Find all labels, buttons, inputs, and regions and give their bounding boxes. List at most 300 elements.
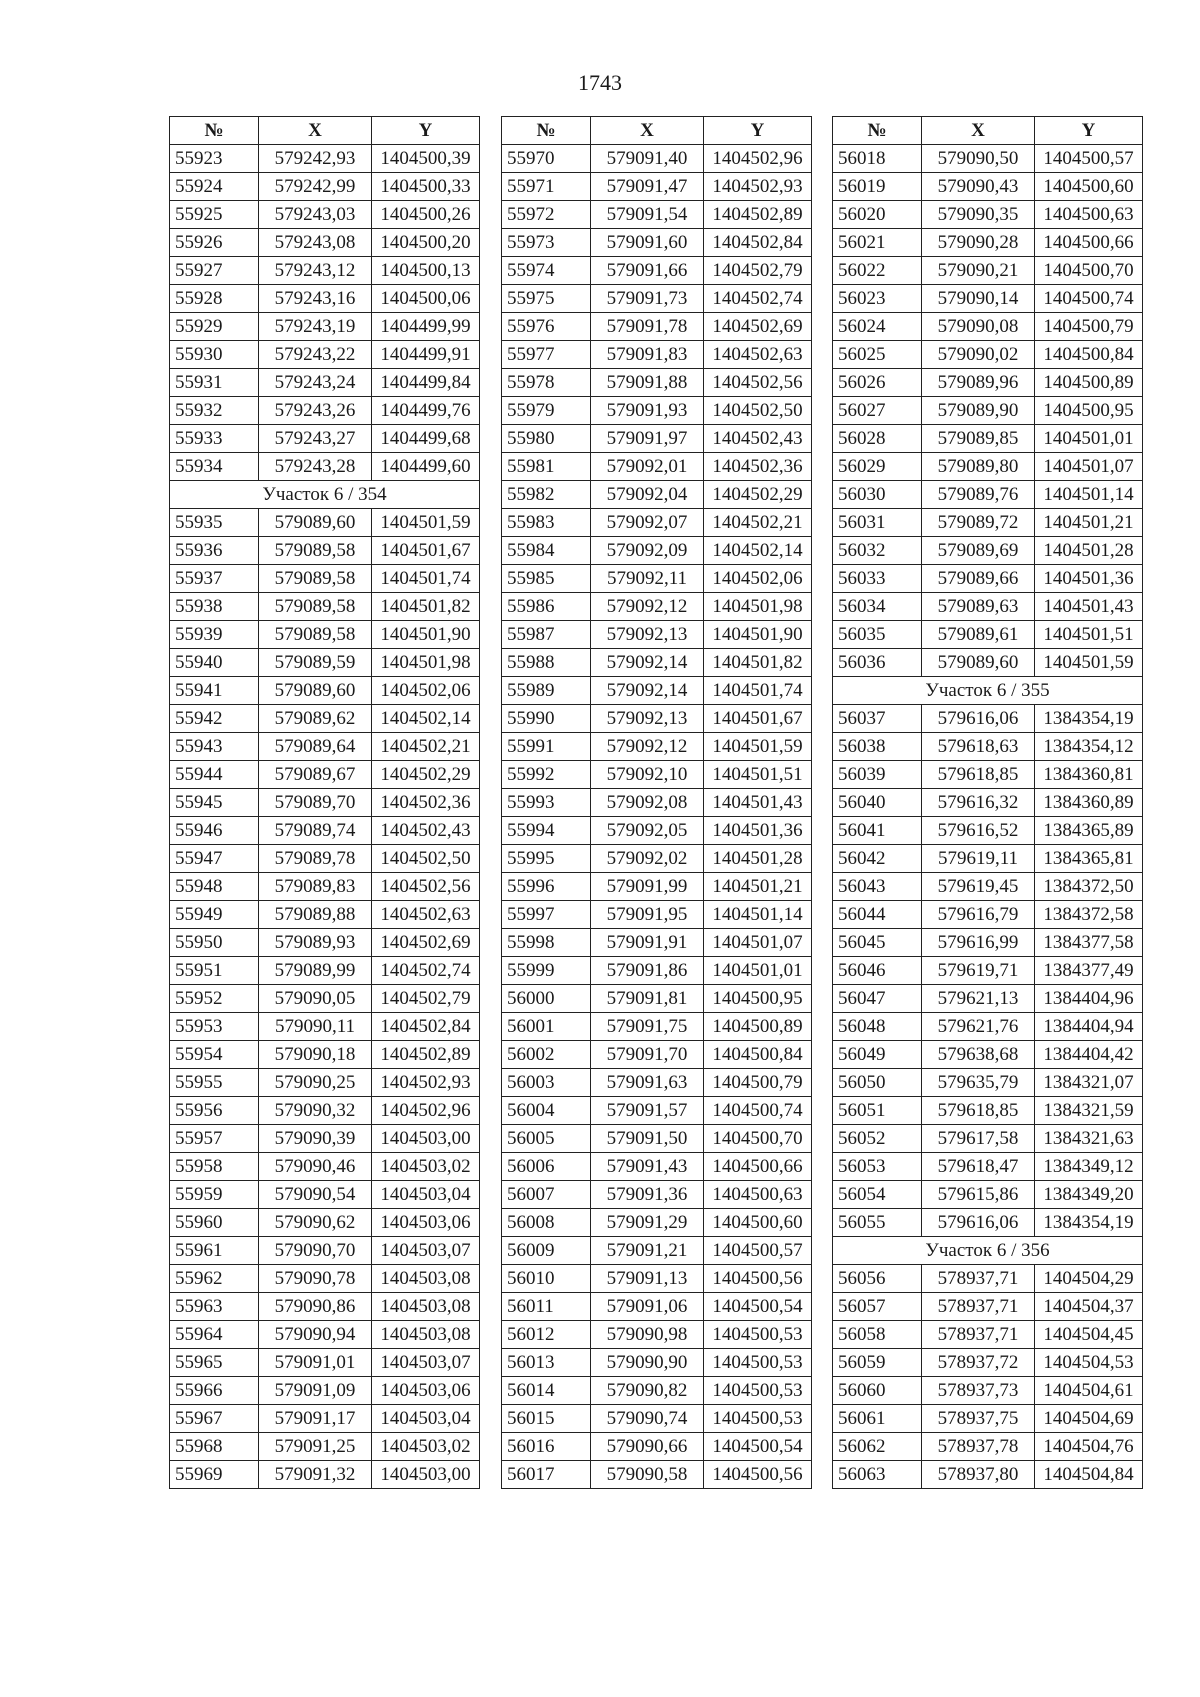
x-coordinate-cell: 579092,12 xyxy=(591,733,704,761)
y-coordinate-cell: 1404500,26 xyxy=(372,201,480,229)
point-number-cell: 55987 xyxy=(502,621,591,649)
table-row xyxy=(170,1405,480,1433)
x-coordinate-cell: 579089,96 xyxy=(922,369,1035,397)
x-coordinate-cell: 579090,02 xyxy=(922,341,1035,369)
table-row xyxy=(170,453,480,481)
x-coordinate-cell: 579089,64 xyxy=(259,733,372,761)
table-row xyxy=(170,1293,480,1321)
table-row xyxy=(502,1433,812,1461)
x-coordinate-cell: 579090,14 xyxy=(922,285,1035,313)
x-coordinate-cell: 578937,71 xyxy=(922,1265,1035,1293)
point-number-cell: 55943 xyxy=(170,733,259,761)
y-coordinate-cell: 1404500,89 xyxy=(1035,369,1143,397)
table-row xyxy=(833,1461,1143,1489)
table-row xyxy=(833,1321,1143,1349)
y-coordinate-cell: 1404502,93 xyxy=(704,173,812,201)
point-number-cell: 56051 xyxy=(833,1097,922,1125)
y-coordinate-cell: 1404503,07 xyxy=(372,1349,480,1377)
y-coordinate-cell: 1384372,58 xyxy=(1035,901,1143,929)
point-number-cell: 55988 xyxy=(502,649,591,677)
table-row xyxy=(502,901,812,929)
x-coordinate-cell: 578937,71 xyxy=(922,1293,1035,1321)
point-number-cell: 55977 xyxy=(502,341,591,369)
y-coordinate-cell: 1404502,36 xyxy=(372,789,480,817)
point-number-cell: 55982 xyxy=(502,481,591,509)
y-coordinate-cell: 1404503,07 xyxy=(372,1237,480,1265)
point-number-cell: 55969 xyxy=(170,1461,259,1489)
x-coordinate-cell: 579090,54 xyxy=(259,1181,372,1209)
table-row xyxy=(833,649,1143,677)
y-coordinate-cell: 1404501,98 xyxy=(372,649,480,677)
table-row xyxy=(502,705,812,733)
point-number-cell: 56063 xyxy=(833,1461,922,1489)
point-number-cell: 56036 xyxy=(833,649,922,677)
x-coordinate-cell: 579089,69 xyxy=(922,537,1035,565)
point-number-cell: 56024 xyxy=(833,313,922,341)
y-coordinate-cell: 1384354,19 xyxy=(1035,705,1143,733)
table-row xyxy=(833,789,1143,817)
table-row xyxy=(170,929,480,957)
point-number-cell: 55960 xyxy=(170,1209,259,1237)
table-row xyxy=(502,1293,812,1321)
point-number-cell: 56001 xyxy=(502,1013,591,1041)
y-coordinate-cell: 1404501,59 xyxy=(1035,649,1143,677)
y-coordinate-cell: 1404500,39 xyxy=(372,145,480,173)
point-number-cell: 55951 xyxy=(170,957,259,985)
x-coordinate-cell: 579089,93 xyxy=(259,929,372,957)
y-coordinate-cell: 1404503,08 xyxy=(372,1293,480,1321)
y-coordinate-cell: 1404500,57 xyxy=(704,1237,812,1265)
point-number-cell: 55993 xyxy=(502,789,591,817)
point-number-cell: 55927 xyxy=(170,257,259,285)
point-number-cell: 56058 xyxy=(833,1321,922,1349)
table-row xyxy=(170,1181,480,1209)
table-row xyxy=(502,677,812,705)
point-number-cell: 55967 xyxy=(170,1405,259,1433)
x-coordinate-cell: 579090,78 xyxy=(259,1265,372,1293)
table-row xyxy=(502,1209,812,1237)
column-header-y: Y xyxy=(1035,117,1143,145)
point-number-cell: 55979 xyxy=(502,397,591,425)
x-coordinate-cell: 579089,78 xyxy=(259,845,372,873)
point-number-cell: 55932 xyxy=(170,397,259,425)
point-number-cell: 55945 xyxy=(170,789,259,817)
table-row xyxy=(502,649,812,677)
x-coordinate-cell: 579092,05 xyxy=(591,817,704,845)
y-coordinate-cell: 1404503,02 xyxy=(372,1153,480,1181)
y-coordinate-cell: 1384377,58 xyxy=(1035,929,1143,957)
point-number-cell: 55926 xyxy=(170,229,259,257)
column-header-number: № xyxy=(502,117,591,145)
table-row xyxy=(833,985,1143,1013)
table-row xyxy=(170,1013,480,1041)
x-coordinate-cell: 579618,85 xyxy=(922,1097,1035,1125)
y-coordinate-cell: 1384404,42 xyxy=(1035,1041,1143,1069)
x-coordinate-cell: 579616,32 xyxy=(922,789,1035,817)
table-row xyxy=(502,1349,812,1377)
y-coordinate-cell: 1404502,84 xyxy=(372,1013,480,1041)
table-row xyxy=(502,1097,812,1125)
table-row xyxy=(170,817,480,845)
x-coordinate-cell: 579091,21 xyxy=(591,1237,704,1265)
table-row xyxy=(170,1321,480,1349)
x-coordinate-cell: 578937,78 xyxy=(922,1433,1035,1461)
table-row xyxy=(170,173,480,201)
point-number-cell: 56030 xyxy=(833,481,922,509)
y-coordinate-cell: 1404502,29 xyxy=(372,761,480,789)
x-coordinate-cell: 579090,39 xyxy=(259,1125,372,1153)
table-row xyxy=(170,1097,480,1125)
table-row xyxy=(502,1013,812,1041)
point-number-cell: 55950 xyxy=(170,929,259,957)
point-number-cell: 56060 xyxy=(833,1377,922,1405)
point-number-cell: 56040 xyxy=(833,789,922,817)
point-number-cell: 55984 xyxy=(502,537,591,565)
x-coordinate-cell: 579091,09 xyxy=(259,1377,372,1405)
y-coordinate-cell: 1404502,96 xyxy=(372,1097,480,1125)
y-coordinate-cell: 1404500,95 xyxy=(704,985,812,1013)
y-coordinate-cell: 1384404,96 xyxy=(1035,985,1143,1013)
y-coordinate-cell: 1384349,20 xyxy=(1035,1181,1143,1209)
table-row xyxy=(833,1405,1143,1433)
table-row xyxy=(170,313,480,341)
x-coordinate-cell: 579635,79 xyxy=(922,1069,1035,1097)
y-coordinate-cell: 1404501,01 xyxy=(1035,425,1143,453)
table-row xyxy=(833,369,1143,397)
point-number-cell: 56045 xyxy=(833,929,922,957)
point-number-cell: 56007 xyxy=(502,1181,591,1209)
y-coordinate-cell: 1384321,63 xyxy=(1035,1125,1143,1153)
x-coordinate-cell: 579091,95 xyxy=(591,901,704,929)
table-row xyxy=(833,621,1143,649)
point-number-cell: 55997 xyxy=(502,901,591,929)
table-row xyxy=(170,145,480,173)
table-row xyxy=(170,1433,480,1461)
point-number-cell: 56016 xyxy=(502,1433,591,1461)
y-coordinate-cell: 1404501,07 xyxy=(704,929,812,957)
table-row xyxy=(833,145,1143,173)
table-row xyxy=(833,1013,1143,1041)
table-row xyxy=(833,845,1143,873)
y-coordinate-cell: 1404501,01 xyxy=(704,957,812,985)
point-number-cell: 55959 xyxy=(170,1181,259,1209)
point-number-cell: 55974 xyxy=(502,257,591,285)
x-coordinate-cell: 579090,98 xyxy=(591,1321,704,1349)
column-header-y: Y xyxy=(704,117,812,145)
point-number-cell: 56012 xyxy=(502,1321,591,1349)
x-coordinate-cell: 579243,16 xyxy=(259,285,372,313)
point-number-cell: 55985 xyxy=(502,565,591,593)
y-coordinate-cell: 1404501,28 xyxy=(704,845,812,873)
x-coordinate-cell: 579090,28 xyxy=(922,229,1035,257)
table-row xyxy=(170,593,480,621)
x-coordinate-cell: 579090,82 xyxy=(591,1377,704,1405)
point-number-cell: 55947 xyxy=(170,845,259,873)
x-coordinate-cell: 579090,18 xyxy=(259,1041,372,1069)
x-coordinate-cell: 579089,99 xyxy=(259,957,372,985)
point-number-cell: 55924 xyxy=(170,173,259,201)
y-coordinate-cell: 1404502,63 xyxy=(704,341,812,369)
x-coordinate-cell: 579089,67 xyxy=(259,761,372,789)
y-coordinate-cell: 1404500,89 xyxy=(704,1013,812,1041)
y-coordinate-cell: 1404502,06 xyxy=(704,565,812,593)
table-row xyxy=(502,789,812,817)
x-coordinate-cell: 579616,06 xyxy=(922,705,1035,733)
x-coordinate-cell: 579089,85 xyxy=(922,425,1035,453)
table-row xyxy=(502,1377,812,1405)
point-number-cell: 55990 xyxy=(502,705,591,733)
point-number-cell: 56018 xyxy=(833,145,922,173)
point-number-cell: 56029 xyxy=(833,453,922,481)
x-coordinate-cell: 579242,93 xyxy=(259,145,372,173)
table-row xyxy=(502,341,812,369)
y-coordinate-cell: 1404504,37 xyxy=(1035,1293,1143,1321)
point-number-cell: 55935 xyxy=(170,509,259,537)
table-row xyxy=(502,509,812,537)
table-row xyxy=(170,621,480,649)
y-coordinate-cell: 1404501,67 xyxy=(372,537,480,565)
y-coordinate-cell: 1404500,56 xyxy=(704,1265,812,1293)
y-coordinate-cell: 1404503,08 xyxy=(372,1321,480,1349)
y-coordinate-cell: 1404500,70 xyxy=(1035,257,1143,285)
y-coordinate-cell: 1384404,94 xyxy=(1035,1013,1143,1041)
coordinates-table-1 xyxy=(169,116,480,1489)
point-number-cell: 55936 xyxy=(170,537,259,565)
y-coordinate-cell: 1404504,29 xyxy=(1035,1265,1143,1293)
point-number-cell: 55931 xyxy=(170,369,259,397)
table-row xyxy=(170,397,480,425)
y-coordinate-cell: 1404500,63 xyxy=(704,1181,812,1209)
coordinates-table xyxy=(501,116,812,1489)
point-number-cell: 56061 xyxy=(833,1405,922,1433)
y-coordinate-cell: 1404502,63 xyxy=(372,901,480,929)
table-row xyxy=(833,929,1143,957)
table-row xyxy=(170,985,480,1013)
point-number-cell: 55975 xyxy=(502,285,591,313)
table-row xyxy=(170,1153,480,1181)
x-coordinate-cell: 579616,99 xyxy=(922,929,1035,957)
x-coordinate-cell: 579091,29 xyxy=(591,1209,704,1237)
table-row xyxy=(502,453,812,481)
point-number-cell: 56044 xyxy=(833,901,922,929)
x-coordinate-cell: 579092,11 xyxy=(591,565,704,593)
point-number-cell: 56025 xyxy=(833,341,922,369)
y-coordinate-cell: 1404502,79 xyxy=(704,257,812,285)
x-coordinate-cell: 579091,17 xyxy=(259,1405,372,1433)
point-number-cell: 56031 xyxy=(833,509,922,537)
header-row xyxy=(833,117,1143,145)
point-number-cell: 55941 xyxy=(170,677,259,705)
x-coordinate-cell: 579091,54 xyxy=(591,201,704,229)
point-number-cell: 55961 xyxy=(170,1237,259,1265)
x-coordinate-cell: 579091,50 xyxy=(591,1125,704,1153)
y-coordinate-cell: 1404502,29 xyxy=(704,481,812,509)
table-row xyxy=(833,1349,1143,1377)
point-number-cell: 55981 xyxy=(502,453,591,481)
coordinates-table xyxy=(832,116,1143,1489)
x-coordinate-cell: 579089,76 xyxy=(922,481,1035,509)
table-row xyxy=(502,1321,812,1349)
table-row xyxy=(833,565,1143,593)
column-header-number: № xyxy=(170,117,259,145)
table-row xyxy=(170,201,480,229)
x-coordinate-cell: 579616,06 xyxy=(922,1209,1035,1237)
y-coordinate-cell: 1404499,76 xyxy=(372,397,480,425)
x-coordinate-cell: 579091,60 xyxy=(591,229,704,257)
table-row xyxy=(833,1265,1143,1293)
y-coordinate-cell: 1384360,81 xyxy=(1035,761,1143,789)
x-coordinate-cell: 579090,25 xyxy=(259,1069,372,1097)
y-coordinate-cell: 1404501,59 xyxy=(704,733,812,761)
y-coordinate-cell: 1404501,90 xyxy=(704,621,812,649)
table-row xyxy=(833,257,1143,285)
x-coordinate-cell: 579091,91 xyxy=(591,929,704,957)
table-row xyxy=(502,1181,812,1209)
y-coordinate-cell: 1384365,81 xyxy=(1035,845,1143,873)
x-coordinate-cell: 579091,99 xyxy=(591,873,704,901)
point-number-cell: 55976 xyxy=(502,313,591,341)
table-row xyxy=(170,1265,480,1293)
y-coordinate-cell: 1404499,68 xyxy=(372,425,480,453)
table-row xyxy=(502,733,812,761)
y-coordinate-cell: 1404502,69 xyxy=(704,313,812,341)
x-coordinate-cell: 579243,22 xyxy=(259,341,372,369)
x-coordinate-cell: 579091,13 xyxy=(591,1265,704,1293)
y-coordinate-cell: 1404501,74 xyxy=(704,677,812,705)
x-coordinate-cell: 579092,02 xyxy=(591,845,704,873)
table-row xyxy=(502,1153,812,1181)
point-number-cell: 55940 xyxy=(170,649,259,677)
table-row xyxy=(170,1069,480,1097)
x-coordinate-cell: 579090,08 xyxy=(922,313,1035,341)
x-coordinate-cell: 579091,25 xyxy=(259,1433,372,1461)
x-coordinate-cell: 579616,79 xyxy=(922,901,1035,929)
y-coordinate-cell: 1404500,13 xyxy=(372,257,480,285)
y-coordinate-cell: 1404499,91 xyxy=(372,341,480,369)
table-row xyxy=(502,145,812,173)
x-coordinate-cell: 579089,80 xyxy=(922,453,1035,481)
table-row xyxy=(502,425,812,453)
table-row xyxy=(170,789,480,817)
x-coordinate-cell: 579090,74 xyxy=(591,1405,704,1433)
table-row xyxy=(502,1265,812,1293)
table-row xyxy=(170,733,480,761)
x-coordinate-cell: 579092,13 xyxy=(591,621,704,649)
point-number-cell: 56033 xyxy=(833,565,922,593)
x-coordinate-cell: 579092,08 xyxy=(591,789,704,817)
x-coordinate-cell: 579092,09 xyxy=(591,537,704,565)
y-coordinate-cell: 1404503,06 xyxy=(372,1377,480,1405)
table-row xyxy=(502,257,812,285)
y-coordinate-cell: 1404501,14 xyxy=(704,901,812,929)
y-coordinate-cell: 1404502,21 xyxy=(372,733,480,761)
table-row xyxy=(502,1405,812,1433)
y-coordinate-cell: 1404500,60 xyxy=(1035,173,1143,201)
point-number-cell: 56015 xyxy=(502,1405,591,1433)
y-coordinate-cell: 1404503,04 xyxy=(372,1181,480,1209)
point-number-cell: 56005 xyxy=(502,1125,591,1153)
x-coordinate-cell: 579090,21 xyxy=(922,257,1035,285)
table-row xyxy=(502,397,812,425)
table-row xyxy=(833,1153,1143,1181)
point-number-cell: 55955 xyxy=(170,1069,259,1097)
table-row xyxy=(502,929,812,957)
point-number-cell: 56032 xyxy=(833,537,922,565)
x-coordinate-cell: 579089,72 xyxy=(922,509,1035,537)
x-coordinate-cell: 579092,13 xyxy=(591,705,704,733)
x-coordinate-cell: 579092,14 xyxy=(591,677,704,705)
x-coordinate-cell: 579091,63 xyxy=(591,1069,704,1097)
point-number-cell: 56028 xyxy=(833,425,922,453)
y-coordinate-cell: 1384354,19 xyxy=(1035,1209,1143,1237)
x-coordinate-cell: 579638,68 xyxy=(922,1041,1035,1069)
point-number-cell: 56042 xyxy=(833,845,922,873)
table-row xyxy=(833,901,1143,929)
table-row xyxy=(833,1069,1143,1097)
point-number-cell: 55999 xyxy=(502,957,591,985)
point-number-cell: 56011 xyxy=(502,1293,591,1321)
point-number-cell: 56054 xyxy=(833,1181,922,1209)
x-coordinate-cell: 579092,10 xyxy=(591,761,704,789)
table-row xyxy=(502,1041,812,1069)
point-number-cell: 55983 xyxy=(502,509,591,537)
table-row xyxy=(833,1293,1143,1321)
point-number-cell: 55995 xyxy=(502,845,591,873)
x-coordinate-cell: 579091,83 xyxy=(591,341,704,369)
point-number-cell: 56037 xyxy=(833,705,922,733)
point-number-cell: 55925 xyxy=(170,201,259,229)
y-coordinate-cell: 1404499,99 xyxy=(372,313,480,341)
point-number-cell: 56021 xyxy=(833,229,922,257)
x-coordinate-cell: 579091,70 xyxy=(591,1041,704,1069)
x-coordinate-cell: 578937,72 xyxy=(922,1349,1035,1377)
table-row xyxy=(502,481,812,509)
x-coordinate-cell: 579089,74 xyxy=(259,817,372,845)
point-number-cell: 56002 xyxy=(502,1041,591,1069)
y-coordinate-cell: 1404501,36 xyxy=(704,817,812,845)
x-coordinate-cell: 579091,86 xyxy=(591,957,704,985)
y-coordinate-cell: 1404502,50 xyxy=(704,397,812,425)
x-coordinate-cell: 579089,62 xyxy=(259,705,372,733)
y-coordinate-cell: 1404501,82 xyxy=(372,593,480,621)
y-coordinate-cell: 1404500,95 xyxy=(1035,397,1143,425)
x-coordinate-cell: 579092,04 xyxy=(591,481,704,509)
y-coordinate-cell: 1404501,59 xyxy=(372,509,480,537)
table-row xyxy=(833,229,1143,257)
table-row xyxy=(833,285,1143,313)
x-coordinate-cell: 579089,88 xyxy=(259,901,372,929)
y-coordinate-cell: 1384321,07 xyxy=(1035,1069,1143,1097)
point-number-cell: 55938 xyxy=(170,593,259,621)
y-coordinate-cell: 1404502,74 xyxy=(372,957,480,985)
y-coordinate-cell: 1404503,00 xyxy=(372,1461,480,1489)
table-row xyxy=(833,957,1143,985)
x-coordinate-cell: 579089,58 xyxy=(259,537,372,565)
y-coordinate-cell: 1404504,84 xyxy=(1035,1461,1143,1489)
x-coordinate-cell: 579091,93 xyxy=(591,397,704,425)
point-number-cell: 56003 xyxy=(502,1069,591,1097)
table-row xyxy=(502,1125,812,1153)
y-coordinate-cell: 1404500,54 xyxy=(704,1293,812,1321)
y-coordinate-cell: 1404502,96 xyxy=(704,145,812,173)
point-number-cell: 56000 xyxy=(502,985,591,1013)
y-coordinate-cell: 1404500,06 xyxy=(372,285,480,313)
point-number-cell: 55937 xyxy=(170,565,259,593)
x-coordinate-cell: 579243,12 xyxy=(259,257,372,285)
y-coordinate-cell: 1404500,79 xyxy=(704,1069,812,1097)
x-coordinate-cell: 579243,08 xyxy=(259,229,372,257)
point-number-cell: 56052 xyxy=(833,1125,922,1153)
